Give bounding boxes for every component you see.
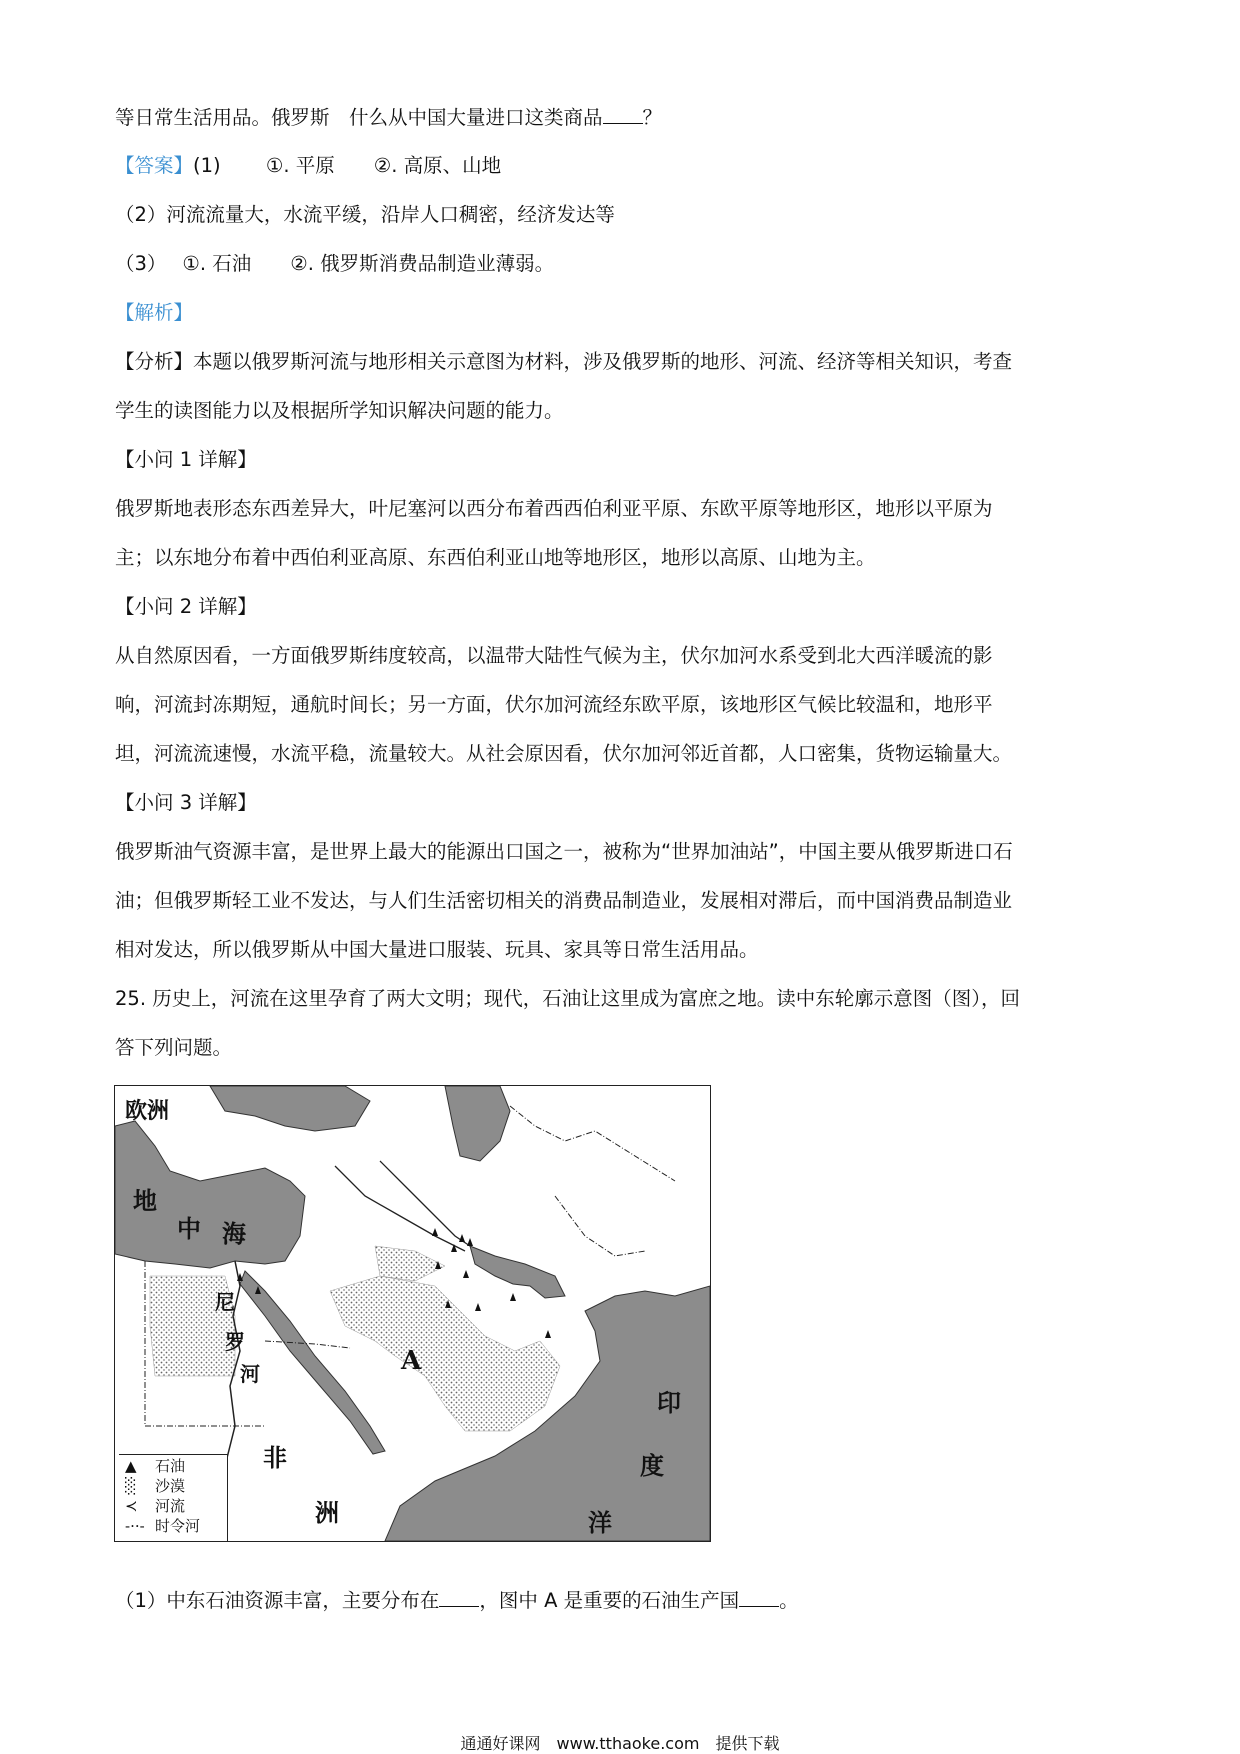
answer-blank-1 (439, 1588, 479, 1607)
text-line-20: 答下列问题。 (115, 1036, 233, 1059)
page-footer: 通通好课网 www.tthaoke.com 提供下载 (460, 1734, 780, 1753)
answer-tag: 【答案】 (115, 154, 194, 177)
label-india-3: 洋 (588, 1508, 612, 1537)
text-line-6: 【分析】本题以俄罗斯河流与地形相关示意图为材料，涉及俄罗斯的地形、河流、经济等相关知识，考查 (115, 350, 1013, 373)
text-line-12: 从自然原因看，一方面俄罗斯纬度较高，以温带大陆性气候为主，伏尔加河水系受到北大西洋暖流的影 (115, 644, 993, 667)
oil-icon: ▲ (125, 1457, 137, 1475)
black-sea (210, 1086, 370, 1131)
arabian-desert (330, 1276, 560, 1431)
middle-east-map (114, 1085, 711, 1542)
persian-gulf (470, 1246, 565, 1298)
text-line-14: 坦，河流流速慢，水流平稳，流量较大。从社会原因看，伏尔加河邻近首都，人口密集，货物运输量大。 (115, 742, 1013, 765)
label-africa-1: 非 (263, 1443, 287, 1472)
label-nile-2: 罗 (225, 1330, 245, 1354)
label-med-2: 中 (177, 1214, 201, 1243)
answer-blank-2 (739, 1588, 779, 1607)
tigris-river (380, 1161, 470, 1246)
text-line-8: 【小问 1 详解】 (115, 448, 257, 471)
river-icon: ≺ (125, 1497, 138, 1515)
text-line-4: （3） ①. 石油 ②. 俄罗斯消费品制造业薄弱。 (115, 252, 555, 275)
legend-seasonal-river: -··- 时令河 (125, 1517, 201, 1535)
text-line-9: 俄罗斯地表形态东西差异大，叶尼塞河以西分布着西西伯利亚平原、东欧平原等地形区，地形以平原为 (115, 497, 993, 520)
label-med-1: 地 (133, 1186, 157, 1215)
caspian-sea (445, 1086, 510, 1161)
text-line-7: 学生的读图能力以及根据所学知识解决问题的能力。 (115, 399, 564, 422)
text-line-13: 响，河流封冻期短，通航时间长；另一方面，伏尔加河流经东欧平原，该地形区气候比较温和，地形平 (115, 693, 993, 716)
analysis-tag: 【解析】 (115, 301, 194, 324)
seasonal-river-icon: -··- (125, 1517, 145, 1535)
label-europe: 欧洲 (125, 1098, 170, 1124)
label-A: A (401, 1346, 422, 1376)
label-med-3: 海 (222, 1219, 246, 1248)
legend-desert: ░ 沙漠 (125, 1477, 186, 1495)
text-line-3: （2）河流流量大，水流平缓，沿岸人口稠密，经济发达等 (115, 203, 615, 226)
label-nile-3: 河 (240, 1362, 260, 1386)
euphrates-river (335, 1166, 465, 1251)
label-india-1: 印 (657, 1388, 681, 1417)
text-line-18: 相对发达，所以俄罗斯从中国大量进口服装、玩具、家具等日常生活用品。 (115, 938, 759, 961)
text-line-17: 油；但俄罗斯轻工业不发达，与人们生活密切相关的消费品制造业，发展相对滞后，而中国消费品制造业 (115, 889, 1013, 912)
map-legend (119, 1454, 228, 1541)
syrian-desert (375, 1246, 445, 1281)
label-nile-1: 尼 (215, 1290, 235, 1314)
label-africa-2: 洲 (315, 1498, 339, 1527)
seasonal-river-2 (555, 1196, 645, 1256)
answer-blank (603, 105, 643, 124)
text-line-10: 主；以东地分布着中西伯利亚高原、东西伯利亚山地等地形区，地形以高原、山地为主。 (115, 546, 876, 569)
seasonal-river-1 (510, 1106, 675, 1181)
text-line-1: 等日常生活用品。俄罗斯 什么从中国大量进口这类商品 ？ (115, 106, 663, 129)
question-1: （1）中东石油资源丰富，主要分布在 ，图中 A 是重要的石油生产国 。 (115, 1589, 799, 1612)
text-line-15: 【小问 3 详解】 (115, 791, 257, 814)
desert-icon: ░ (125, 1477, 137, 1495)
label-india-2: 度 (640, 1451, 664, 1480)
legend-river: ≺ 河流 (125, 1497, 186, 1515)
answer-line: 【答案】(1) ①. 平原 ②. 高原、山地 (115, 154, 502, 177)
text-line-11: 【小问 2 详解】 (115, 595, 257, 618)
legend-oil: ▲ 石油 (125, 1457, 186, 1475)
text-line-19: 25. 历史上，河流在这里孕育了两大文明；现代，石油让这里成为富庶之地。读中东轮廓示意图（图），回 (115, 987, 1020, 1010)
text-line-16: 俄罗斯油气资源丰富，是世界上最大的能源出口国之一，被称为“世界加油站”，中国主要从俄罗斯进口石 (115, 840, 1013, 863)
